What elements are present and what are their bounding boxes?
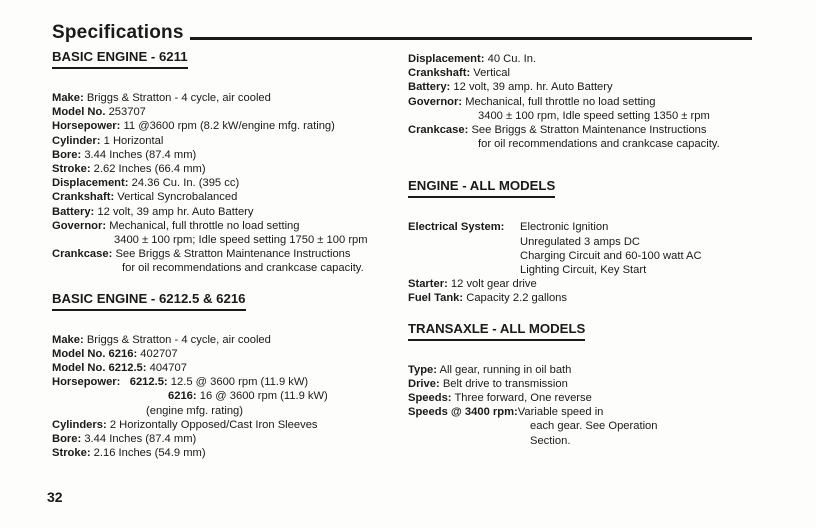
spec-drive: Drive: Belt drive to transmission bbox=[408, 377, 568, 390]
spec-horsepower-2: Horsepower: 6212.5: 12.5 @ 3600 rpm (11.9 kW) bbox=[52, 376, 309, 389]
spec-crankcase: Crankcase: See Briggs & Stratton Maintenance Instructions bbox=[52, 248, 351, 261]
spec-starter: Starter: 12 volt gear drive bbox=[408, 278, 537, 291]
spec-stroke: Stroke: 2.62 Inches (66.4 mm) bbox=[52, 163, 206, 176]
spec-speeds-3400-cont2: Section. bbox=[530, 434, 571, 447]
title-rule bbox=[190, 37, 752, 40]
spec-model-6216: Model No. 6216: 402707 bbox=[52, 347, 178, 360]
spec-crankshaft: Crankshaft: Vertical Syncrobalanced bbox=[52, 191, 238, 204]
spec-horsepower-note: (engine mfg. rating) bbox=[146, 404, 244, 417]
spec-battery-2: Battery: 12 volt, 39 amp. hr. Auto Battery bbox=[408, 81, 613, 94]
spec-stroke-2: Stroke: 2.16 Inches (54.9 mm) bbox=[52, 447, 206, 460]
spec-crankcase-2: Crankcase: See Briggs & Stratton Maintenance Instructions bbox=[408, 124, 707, 137]
electrical-values: Electronic Ignition Unregulated 3 amps DC Charging Circuit and 60-100 watt AC Lighting Circuit, Key Start bbox=[520, 221, 702, 277]
spec-cylinders: Cylinders: 2 Horizontally Opposed/Cast Iron Sleeves bbox=[52, 418, 318, 431]
spec-bore: Bore: 3.44 Inches (87.4 mm) bbox=[52, 148, 197, 161]
spec-cylinder: Cylinder: 1 Horizontal bbox=[52, 134, 164, 147]
spec-governor-cont: 3400 ± 100 rpm; Idle speed setting 1750 ± 100 rpm bbox=[114, 234, 368, 247]
spec-battery: Battery: 12 volt, 39 amp hr. Auto Battery bbox=[52, 205, 254, 218]
spec-governor-2-cont: 3400 ± 100 rpm, Idle speed setting 1350 ± rpm bbox=[478, 109, 710, 122]
spec-displacement: Displacement: 24.36 Cu. In. (395 cc) bbox=[52, 177, 240, 190]
spec-displacement-2: Displacement: 40 Cu. In. bbox=[408, 53, 537, 65]
left-column bbox=[52, 48, 392, 460]
spec-type: Type: All gear, running in oil bath bbox=[408, 363, 572, 376]
spec-model-6212: Model No. 6212.5: 404707 bbox=[52, 362, 187, 375]
spec-crankcase-cont: for oil recommendations and crankcase capacity. bbox=[122, 262, 364, 275]
spec-crankcase-2-cont: for oil recommendations and crankcase capacity. bbox=[478, 138, 720, 151]
spec-make: Make: Briggs & Stratton - 4 cycle, air cooled bbox=[52, 92, 271, 104]
section-heading-engine-6212: BASIC ENGINE - 6212.5 & 6216 bbox=[52, 290, 246, 311]
spec-speeds-3400-cont: each gear. See Operation bbox=[530, 420, 658, 433]
section-heading-engine-all: ENGINE - ALL MODELS bbox=[408, 177, 555, 198]
spec-speeds-3400: Speeds @ 3400 rpm:Variable speed in bbox=[408, 406, 604, 419]
spec-make-2: Make: Briggs & Stratton - 4 cycle, air cooled bbox=[52, 333, 271, 346]
section-heading-engine-6211: BASIC ENGINE - 6211 bbox=[52, 48, 188, 69]
spec-horsepower-6216: 6216: 16 @ 3600 rpm (11.9 kW) bbox=[168, 390, 328, 403]
section-heading-transaxle: TRANSAXLE - ALL MODELS bbox=[408, 320, 585, 341]
page-number: 32 bbox=[47, 489, 63, 505]
spec-governor: Governor: Mechanical, full throttle no load setting bbox=[52, 219, 300, 232]
spec-governor-2: Governor: Mechanical, full throttle no load setting bbox=[408, 95, 656, 108]
spec-crankshaft-2: Crankshaft: Vertical bbox=[408, 67, 510, 80]
spec-bore-2: Bore: 3.44 Inches (87.4 mm) bbox=[52, 433, 197, 446]
page-title: Specifications bbox=[52, 22, 184, 43]
spec-horsepower: Horsepower: 11 @3600 rpm (8.2 kW/engine mfg. rating) bbox=[52, 120, 335, 133]
right-column bbox=[408, 52, 768, 448]
spec-model: Model No. 253707 bbox=[52, 106, 146, 119]
spec-speeds: Speeds: Three forward, One reverse bbox=[408, 392, 592, 405]
spec-fuel-tank: Fuel Tank: Capacity 2.2 gallons bbox=[408, 292, 567, 305]
spec-electrical-system: Electrical System: Electronic Ignition Unregulated 3 amps DC Charging Circuit and 60-100 watt AC Lighting Circuit, Key Start bbox=[408, 221, 702, 277]
